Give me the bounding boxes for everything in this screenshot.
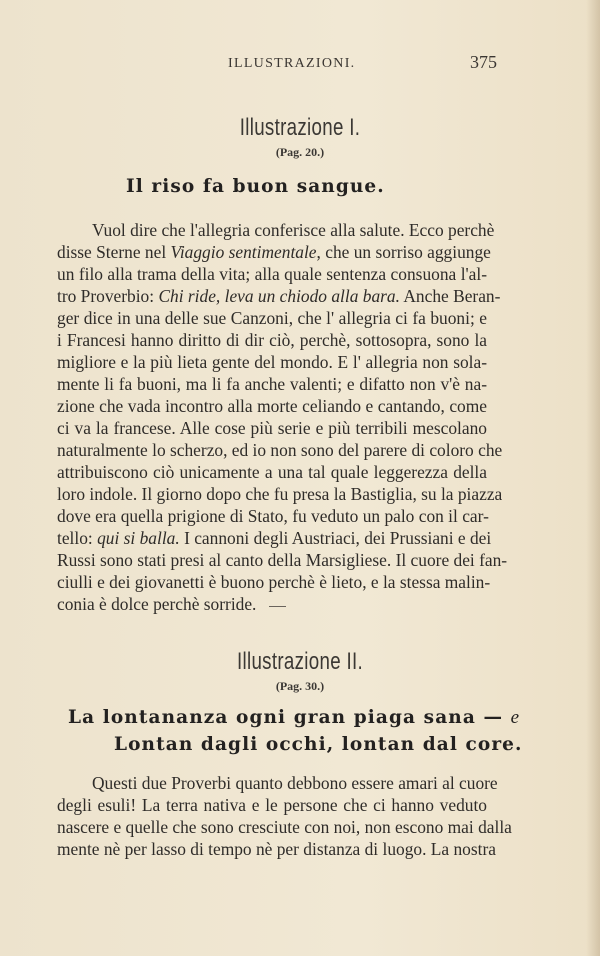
proverb-heading-2-text: La lontananza ogni gran piaga sana — (68, 707, 504, 728)
text-line: degli esuli! La terra nativa e le persone che ci hanno veduto (57, 795, 487, 815)
text-line: un filo alla trama della vita; alla quale sentenza consuona l'al- (57, 264, 487, 284)
text-line: nascere e quelle che sono cresciute con noi, non escono mai dalla (57, 817, 512, 837)
running-head: ILLUSTRAZIONI. (228, 56, 356, 71)
text-line: naturalmente lo scherzo, ed io non sono del parere di coloro che (57, 440, 503, 460)
text-line: tro Proverbio: Chi ride, leva un chiodo alla bara. Anche Beran- (57, 286, 501, 306)
page-reference-2: (Pag. 30.) (275, 679, 325, 693)
text-line: ger dice in una delle sue Canzoni, che l' allegria ci fa buoni; e (57, 308, 487, 328)
text-line: Questi due Proverbi quanto debbono essere amari al cuore (92, 773, 498, 793)
proverb-heading-1: Il riso fa buon sangue. (126, 176, 385, 197)
illustration-title-2: Illustrazione II. (236, 648, 363, 675)
text-line: migliore e la più lieta gente del mondo. E l' allegria non sola- (57, 352, 487, 372)
section-divider (269, 606, 286, 607)
text-line: mente nè per lasso di tempo nè per distanza di luogo. La nostra (57, 839, 496, 859)
text-line: conia è dolce perchè sorride. (57, 594, 257, 614)
page-reference-1: (Pag. 20.) (275, 145, 325, 159)
text-line: mente li fa buoni, ma li fa anche valenti; e difatto non v'è na- (57, 374, 487, 394)
text-line: disse Sterne nel Viaggio sentimentale, che un sorriso aggiunge (57, 242, 491, 262)
proverb-heading-2-line1 (68, 707, 520, 729)
text-line: zione che vada incontro alla morte celiando e cantando, come (57, 396, 487, 416)
proverb-heading-2-conjunction: e (510, 707, 521, 728)
text-line: i Francesi hanno diritto di dir ciò, perchè, sottosopra, sono la (57, 330, 487, 350)
text-line: dove era quella prigione di Stato, fu veduto un palo con il car- (57, 506, 489, 526)
text-line: attribuiscono ciò unicamente a una tal quale leggerezza della (57, 462, 487, 482)
page-number: 375 (470, 52, 497, 72)
text-line: Russi sono stati presi al canto della Marsigliese. Il cuore dei fan- (57, 550, 508, 570)
page-edge-shadow (586, 0, 600, 956)
text-line: ci va la francese. Alle cose più serie e più terribili mescolano (57, 418, 487, 438)
text-line: Vuol dire che l'allegria conferisce alla salute. Ecco perchè (92, 220, 495, 240)
text-line: loro indole. Il giorno dopo che fu presa la Bastiglia, su la piazza (57, 484, 503, 504)
proverb-heading-2-line2: Lontan dagli occhi, lontan dal core. (114, 734, 523, 755)
illustration-title-1: Illustrazione I. (239, 114, 361, 141)
text-line: ciulli e dei giovanetti è buono perchè è lieto, e la stessa malin- (57, 572, 491, 592)
text-line: tello: qui si balla. I cannoni degli Austriaci, dei Prussiani e dei (57, 528, 492, 548)
